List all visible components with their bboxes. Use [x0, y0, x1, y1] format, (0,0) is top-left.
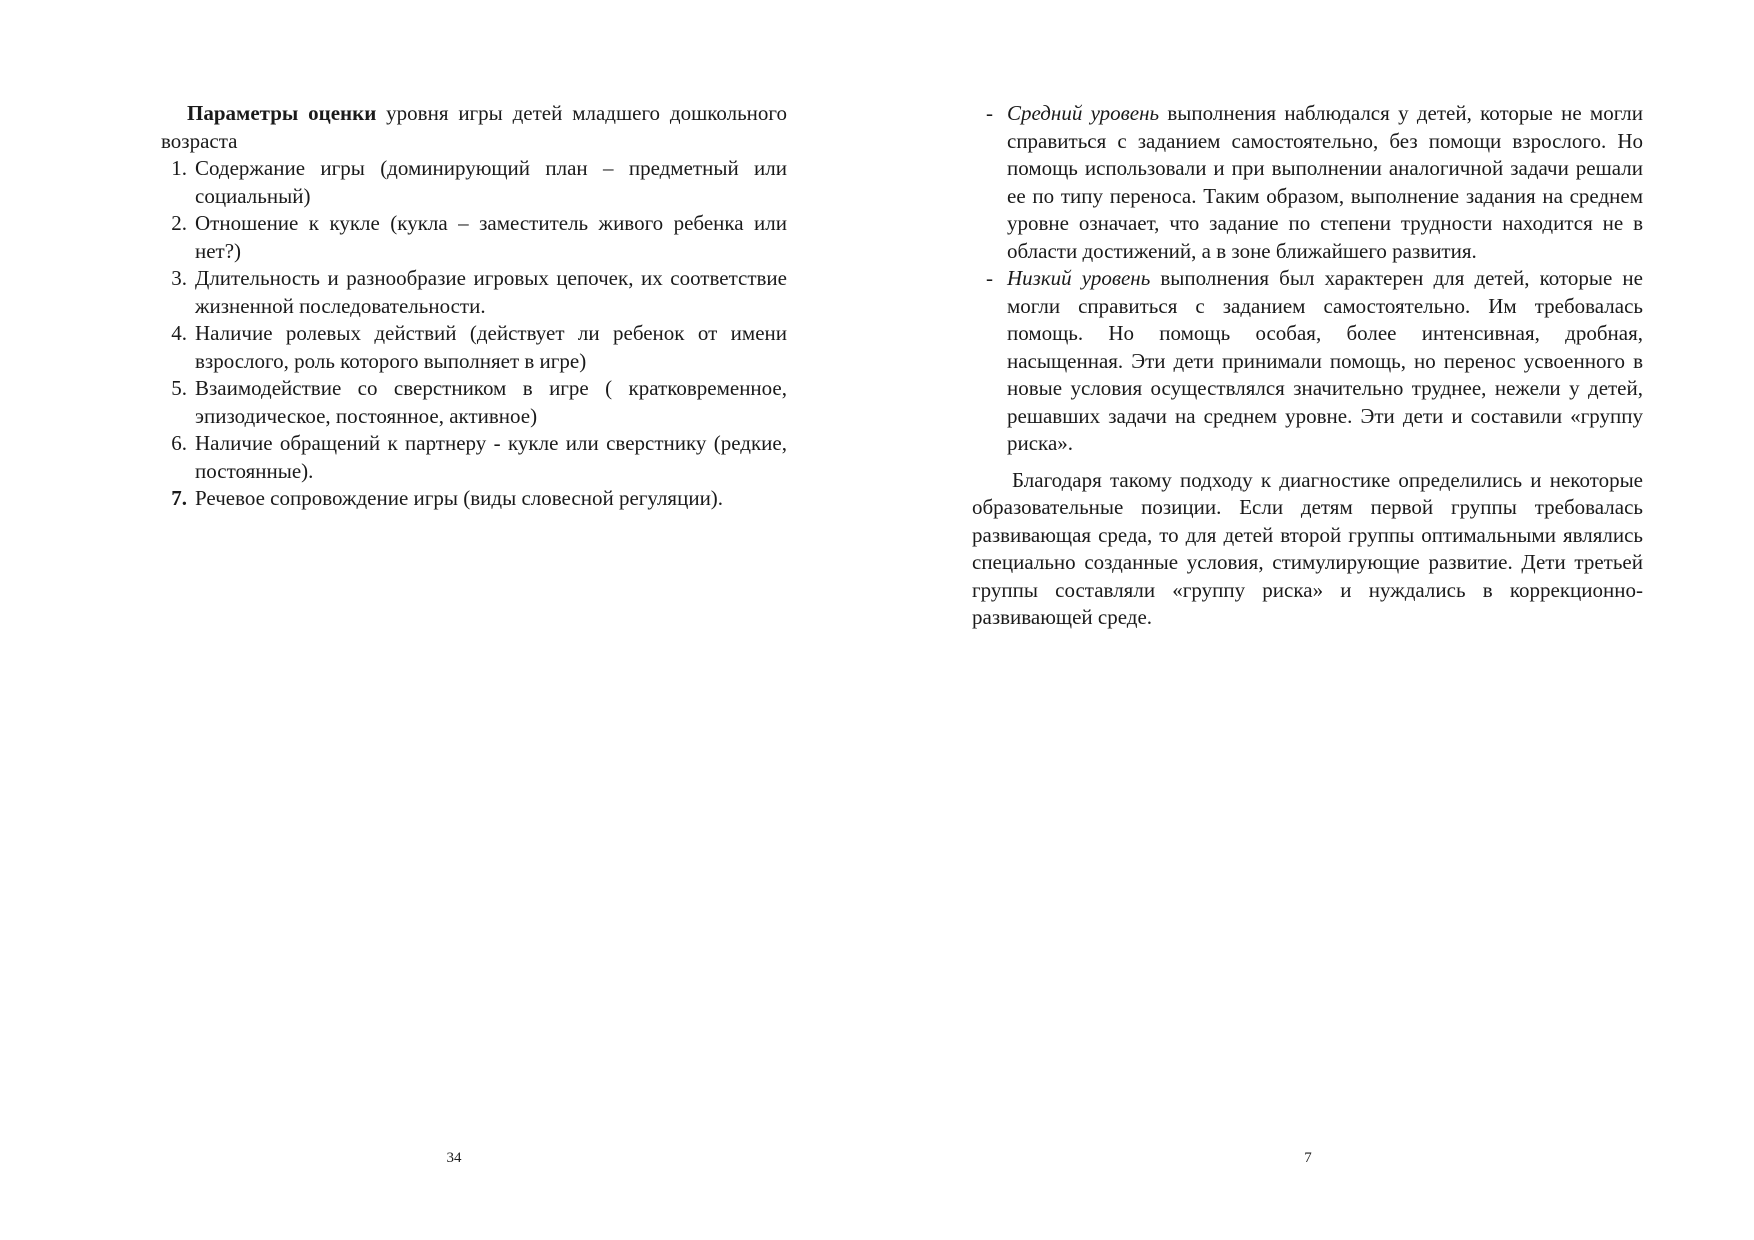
intro-text: уровня игры детей младшего дошкольного возраста [161, 101, 787, 153]
list-item-number: 2. [171, 211, 187, 235]
list-item-number: 6. [171, 431, 187, 455]
list-item-number: 5. [171, 376, 187, 400]
parameters-list [161, 155, 787, 513]
bullet-dash: - [986, 266, 993, 290]
list-item-text [1007, 265, 1643, 458]
list-item-number: 1. [171, 156, 187, 180]
list-item [161, 485, 787, 513]
list-item-text [1007, 100, 1643, 265]
right-page-text [972, 100, 1643, 632]
list-item-text: Наличие ролевых действий (действует ли ребенок от имени взрослого, роль которого выполняет в игре) [195, 321, 787, 373]
level-term: Низкий уровень [1007, 266, 1151, 290]
list-item-text: Речевое сопровождение игры (виды словесной регуляции). [195, 486, 724, 510]
list-item-text: Содержание игры (доминирующий план – предметный или социальный) [195, 156, 787, 208]
level-description: выполнения наблюдался у детей, которые не могли справиться с заданием самостоятельно, без помощи взрослого. Но помощь использовали и при выполнении аналогичной задачи решали ее по типу переноса. Таким образом, выполнение задания на среднем уровне означает, что задание по степени трудности находится не в области достижений, а в зоне ближайшего развития. [1007, 101, 1643, 263]
right-page [877, 0, 1754, 1240]
page-number-right: 7 [1304, 1150, 1312, 1166]
list-item-number: 3. [171, 266, 187, 290]
list-item-text: Отношение к кукле (кукла – заместитель живого ребенка или нет?) [195, 211, 787, 263]
bullet-dash: - [986, 101, 993, 125]
evaluation-parameters-intro [161, 100, 787, 155]
list-item-text: Наличие обращений к партнеру - кукле или сверстнику (редкие, постоянные). [195, 431, 787, 483]
level-term: Средний уровень [1007, 101, 1160, 125]
list-item [972, 265, 1643, 458]
intro-bold-term: Параметры оценки [187, 101, 377, 125]
list-item-text: Взаимодействие со сверстником в игре ( кратковременное, эпизодическое, постоянное, активное) [195, 376, 787, 428]
page-number-left: 34 [446, 1150, 462, 1166]
list-item [161, 210, 787, 265]
list-item [161, 375, 787, 430]
list-item [161, 155, 787, 210]
list-item [972, 100, 1643, 265]
level-description: выполнения был характерен для детей, которые не могли справиться с заданием самостоятельно. Им требовалась помощь. Но помощь особая, более интенсивная, дробная, насыщенная. Эти дети принимали помощь, но перенос усвоенного в новые условия осуществлялся значительно труднее, нежели у детей, решавших задачи на среднем уровне. Эти дети и составили «группу риска». [1007, 266, 1643, 455]
list-item-number: 7. [171, 486, 187, 510]
levels-list [972, 100, 1643, 458]
list-item [161, 430, 787, 485]
list-item [161, 320, 787, 375]
list-item-text: Длительность и разнообразие игровых цепочек, их соответствие жизненной последовательности. [195, 266, 787, 318]
list-item [161, 265, 787, 320]
list-item-number: 4. [171, 321, 187, 345]
left-page-text [161, 100, 787, 513]
conclusion-paragraph: Благодаря такому подходу к диагностике определились и некоторые образовательные позиции. Если детям первой группы требовалась развивающая среда, то для детей второй группы оптимальными являлись специально созданные условия, стимулирующие развитие. Дети третьей группы составляли «группу риска» и нуждались в коррекционно-развивающей среде. [972, 467, 1643, 629]
